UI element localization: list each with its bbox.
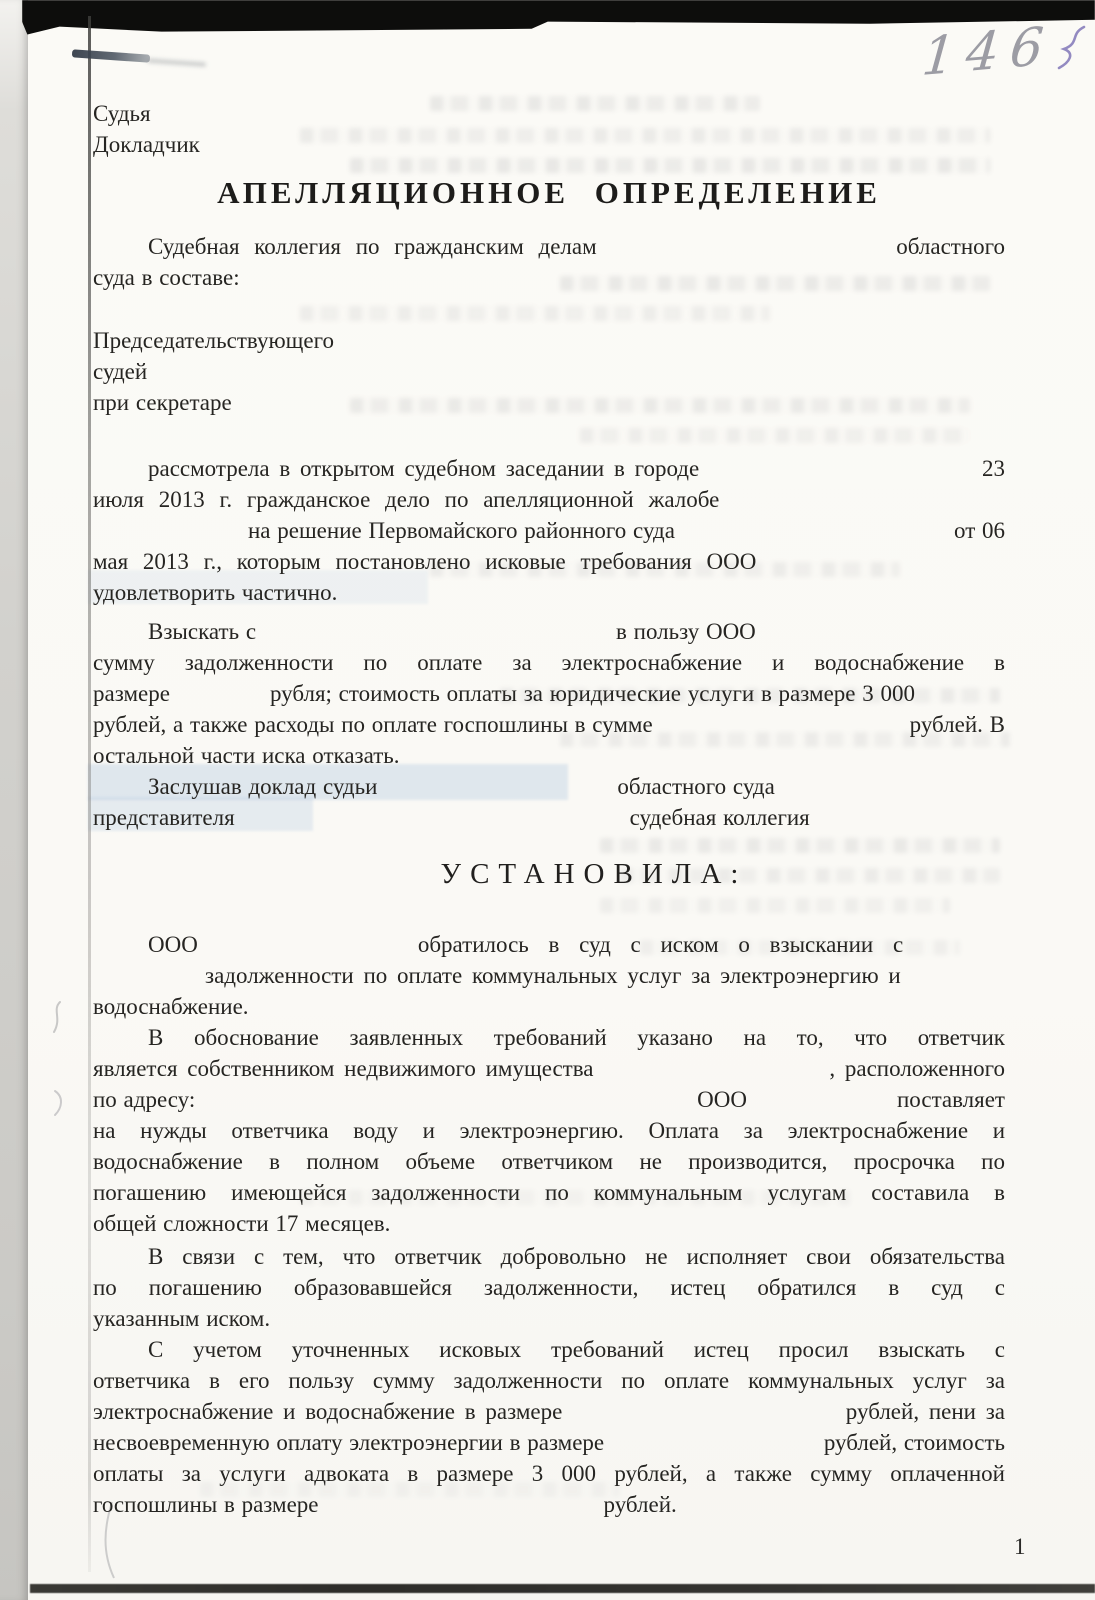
text-line xyxy=(93,616,1005,647)
text-segment: рассмотрела в открытом судебном заседании в городе xyxy=(148,456,700,481)
text-segment: госпошлины в размере xyxy=(93,1492,319,1517)
text-segment: Судья xyxy=(93,101,151,126)
text-segment: представителя xyxy=(93,805,235,830)
redacted-blank xyxy=(170,678,270,709)
section-heading xyxy=(93,857,1005,891)
text-segment: областного суда xyxy=(617,774,775,799)
text-line xyxy=(93,771,1005,802)
text-line xyxy=(93,577,1005,608)
text-segment: сумму задолженности по оплате за электроснабжение и водоснабжение в xyxy=(93,650,1005,675)
text-segment: от 06 xyxy=(954,518,1005,543)
text-line xyxy=(93,1146,1005,1177)
text-segment: поставляет xyxy=(896,1087,1005,1112)
text-line xyxy=(93,1272,1005,1303)
text-line xyxy=(93,709,1005,740)
text-segment: областного xyxy=(896,234,1005,259)
text-segment: 23 xyxy=(982,456,1005,481)
text-segment: мая 2013 г., которым постановлено исковые требования ООО xyxy=(93,549,757,574)
redacted-blank xyxy=(235,802,630,833)
text-line xyxy=(93,1053,1005,1084)
paper-left-edge xyxy=(0,0,28,1600)
text-segment: суда в составе: xyxy=(93,265,240,290)
text-line xyxy=(93,960,1005,991)
document-title xyxy=(93,175,1005,211)
text-segment: рублей, стоимость xyxy=(823,1430,1005,1455)
ink-mark xyxy=(1050,24,1094,72)
text-segment: рублей. В xyxy=(909,712,1005,737)
text-segment: Председательствующего xyxy=(93,328,334,353)
redacted-blank xyxy=(198,929,418,960)
text-segment: в пользу ООО xyxy=(616,619,756,644)
text-line xyxy=(93,1115,1005,1146)
text-line xyxy=(93,1177,1005,1208)
text-line xyxy=(93,678,1005,709)
text-line xyxy=(93,802,1005,833)
text-segment: рублей, а также расходы по оплате госпошлины в сумме xyxy=(93,712,653,737)
text-line xyxy=(93,387,1005,418)
text-segment: размере xyxy=(93,681,170,706)
text-segment: является собственником недвижимого имущества xyxy=(93,1056,594,1081)
text-segment: рубля; стоимость оплаты за юридические услуги в размере 3 000 xyxy=(269,681,915,706)
redacted-blank xyxy=(319,1489,604,1520)
text-line xyxy=(93,515,1005,546)
text-segment: В связи с тем, что ответчик добровольно не исполняет свои обязательства xyxy=(148,1244,1005,1269)
judge-label xyxy=(93,98,1005,129)
document-body xyxy=(93,98,1005,1520)
text-line xyxy=(93,356,1005,387)
rapporteur-label xyxy=(93,129,1005,160)
text-segment: на нужды ответчика воду и электроэнергию. Оплата за электроснабжение и xyxy=(93,1118,1005,1143)
text-line xyxy=(93,740,1005,771)
text-line xyxy=(93,1458,1005,1489)
text-segment: судебная коллегия xyxy=(629,805,810,830)
text-segment: электроснабжение и водоснабжение в размере xyxy=(93,1399,563,1424)
text-line xyxy=(93,1303,1005,1334)
text-line xyxy=(93,1241,1005,1272)
text-line xyxy=(93,546,1005,577)
text-segment: АПЕЛЛЯЦИОННОЕ ОПРЕДЕЛЕНИЕ xyxy=(217,175,881,210)
scan-bottom-edge-bar xyxy=(30,1584,1095,1593)
text-segment: , расположенного xyxy=(829,1056,1005,1081)
text-segment: по адресу: xyxy=(93,1087,196,1112)
handwritten-folio-number: 146 xyxy=(919,15,1057,89)
staple-mark xyxy=(72,49,150,62)
text-segment: несвоевременную оплату электроэнергии в размере xyxy=(93,1430,605,1455)
text-line xyxy=(93,647,1005,678)
text-segment: ООО xyxy=(697,1087,747,1112)
text-line xyxy=(93,453,1005,484)
text-segment: ответчика в его пользу сумму задолженности по оплате коммунальных услуг за xyxy=(93,1368,1005,1393)
text-segment: июля 2013 г. гражданское дело по апелляционной жалобе xyxy=(93,487,720,512)
page-number: 1 xyxy=(1014,1534,1026,1559)
text-segment: оплаты за услуги адвоката в размере 3 000 рублей, а также сумму оплаченной xyxy=(93,1461,1005,1486)
pencil-mark xyxy=(52,1088,68,1118)
text-segment: погашению имеющейся задолженности по коммунальным услугам составила в xyxy=(93,1180,1005,1205)
text-segment: задолженности по оплате коммунальных услуг за электроэнергию и xyxy=(205,963,901,988)
text-segment: водоснабжение. xyxy=(93,994,249,1019)
fold-crease-line xyxy=(88,16,91,1572)
text-segment: С учетом уточненных исковых требований истец просил взыскать с xyxy=(148,1337,1005,1362)
text-line xyxy=(93,991,1005,1022)
text-line xyxy=(93,1396,1005,1427)
text-line xyxy=(93,1208,1005,1239)
text-segment: УСТАНОВИЛА: xyxy=(440,858,748,890)
text-segment: указанным иском. xyxy=(93,1306,271,1331)
text-segment: общей сложности 17 месяцев. xyxy=(93,1211,391,1236)
text-segment: Докладчик xyxy=(93,132,200,157)
redacted-blank xyxy=(256,616,616,647)
text-segment: водоснабжение в полном объеме ответчиком не производится, просрочка по xyxy=(93,1149,1005,1174)
text-line xyxy=(93,1022,1005,1053)
text-segment: удовлетворить частично. xyxy=(93,580,338,605)
pencil-mark xyxy=(48,1000,66,1036)
text-segment: Взыскать с xyxy=(148,619,257,644)
text-segment: Судебная коллегия по гражданским делам xyxy=(148,234,597,259)
text-line xyxy=(93,1334,1005,1365)
redacted-blank xyxy=(377,771,617,802)
text-line xyxy=(93,1489,1005,1520)
text-segment: рублей. xyxy=(603,1492,677,1517)
text-segment: ООО xyxy=(148,932,198,957)
text-segment: остальной части иска отказать. xyxy=(93,743,400,768)
text-line xyxy=(93,1084,1005,1115)
text-segment: Заслушав доклад судьи xyxy=(148,774,378,799)
text-line xyxy=(93,231,1005,262)
text-line xyxy=(93,1427,1005,1458)
text-segment: на решение Первомайского районного суда xyxy=(248,518,675,543)
text-line xyxy=(93,929,1005,960)
text-segment: по погашению образовавшейся задолженности, истец обратился в суд с xyxy=(93,1275,1005,1300)
text-segment: рублей, пени за xyxy=(845,1399,1005,1424)
text-line xyxy=(93,325,1005,356)
redacted-blank xyxy=(747,1084,897,1115)
text-segment: при секретаре xyxy=(93,390,232,415)
text-line xyxy=(93,262,1005,293)
text-segment: В обоснование заявленных требований указано на то, что ответчик xyxy=(148,1025,1005,1050)
text-line xyxy=(93,1365,1005,1396)
text-segment: судей xyxy=(93,359,148,384)
text-line xyxy=(93,484,1005,515)
spacer xyxy=(195,1084,697,1115)
text-segment: обратилось в суд с иском о взыскании с xyxy=(417,932,904,957)
